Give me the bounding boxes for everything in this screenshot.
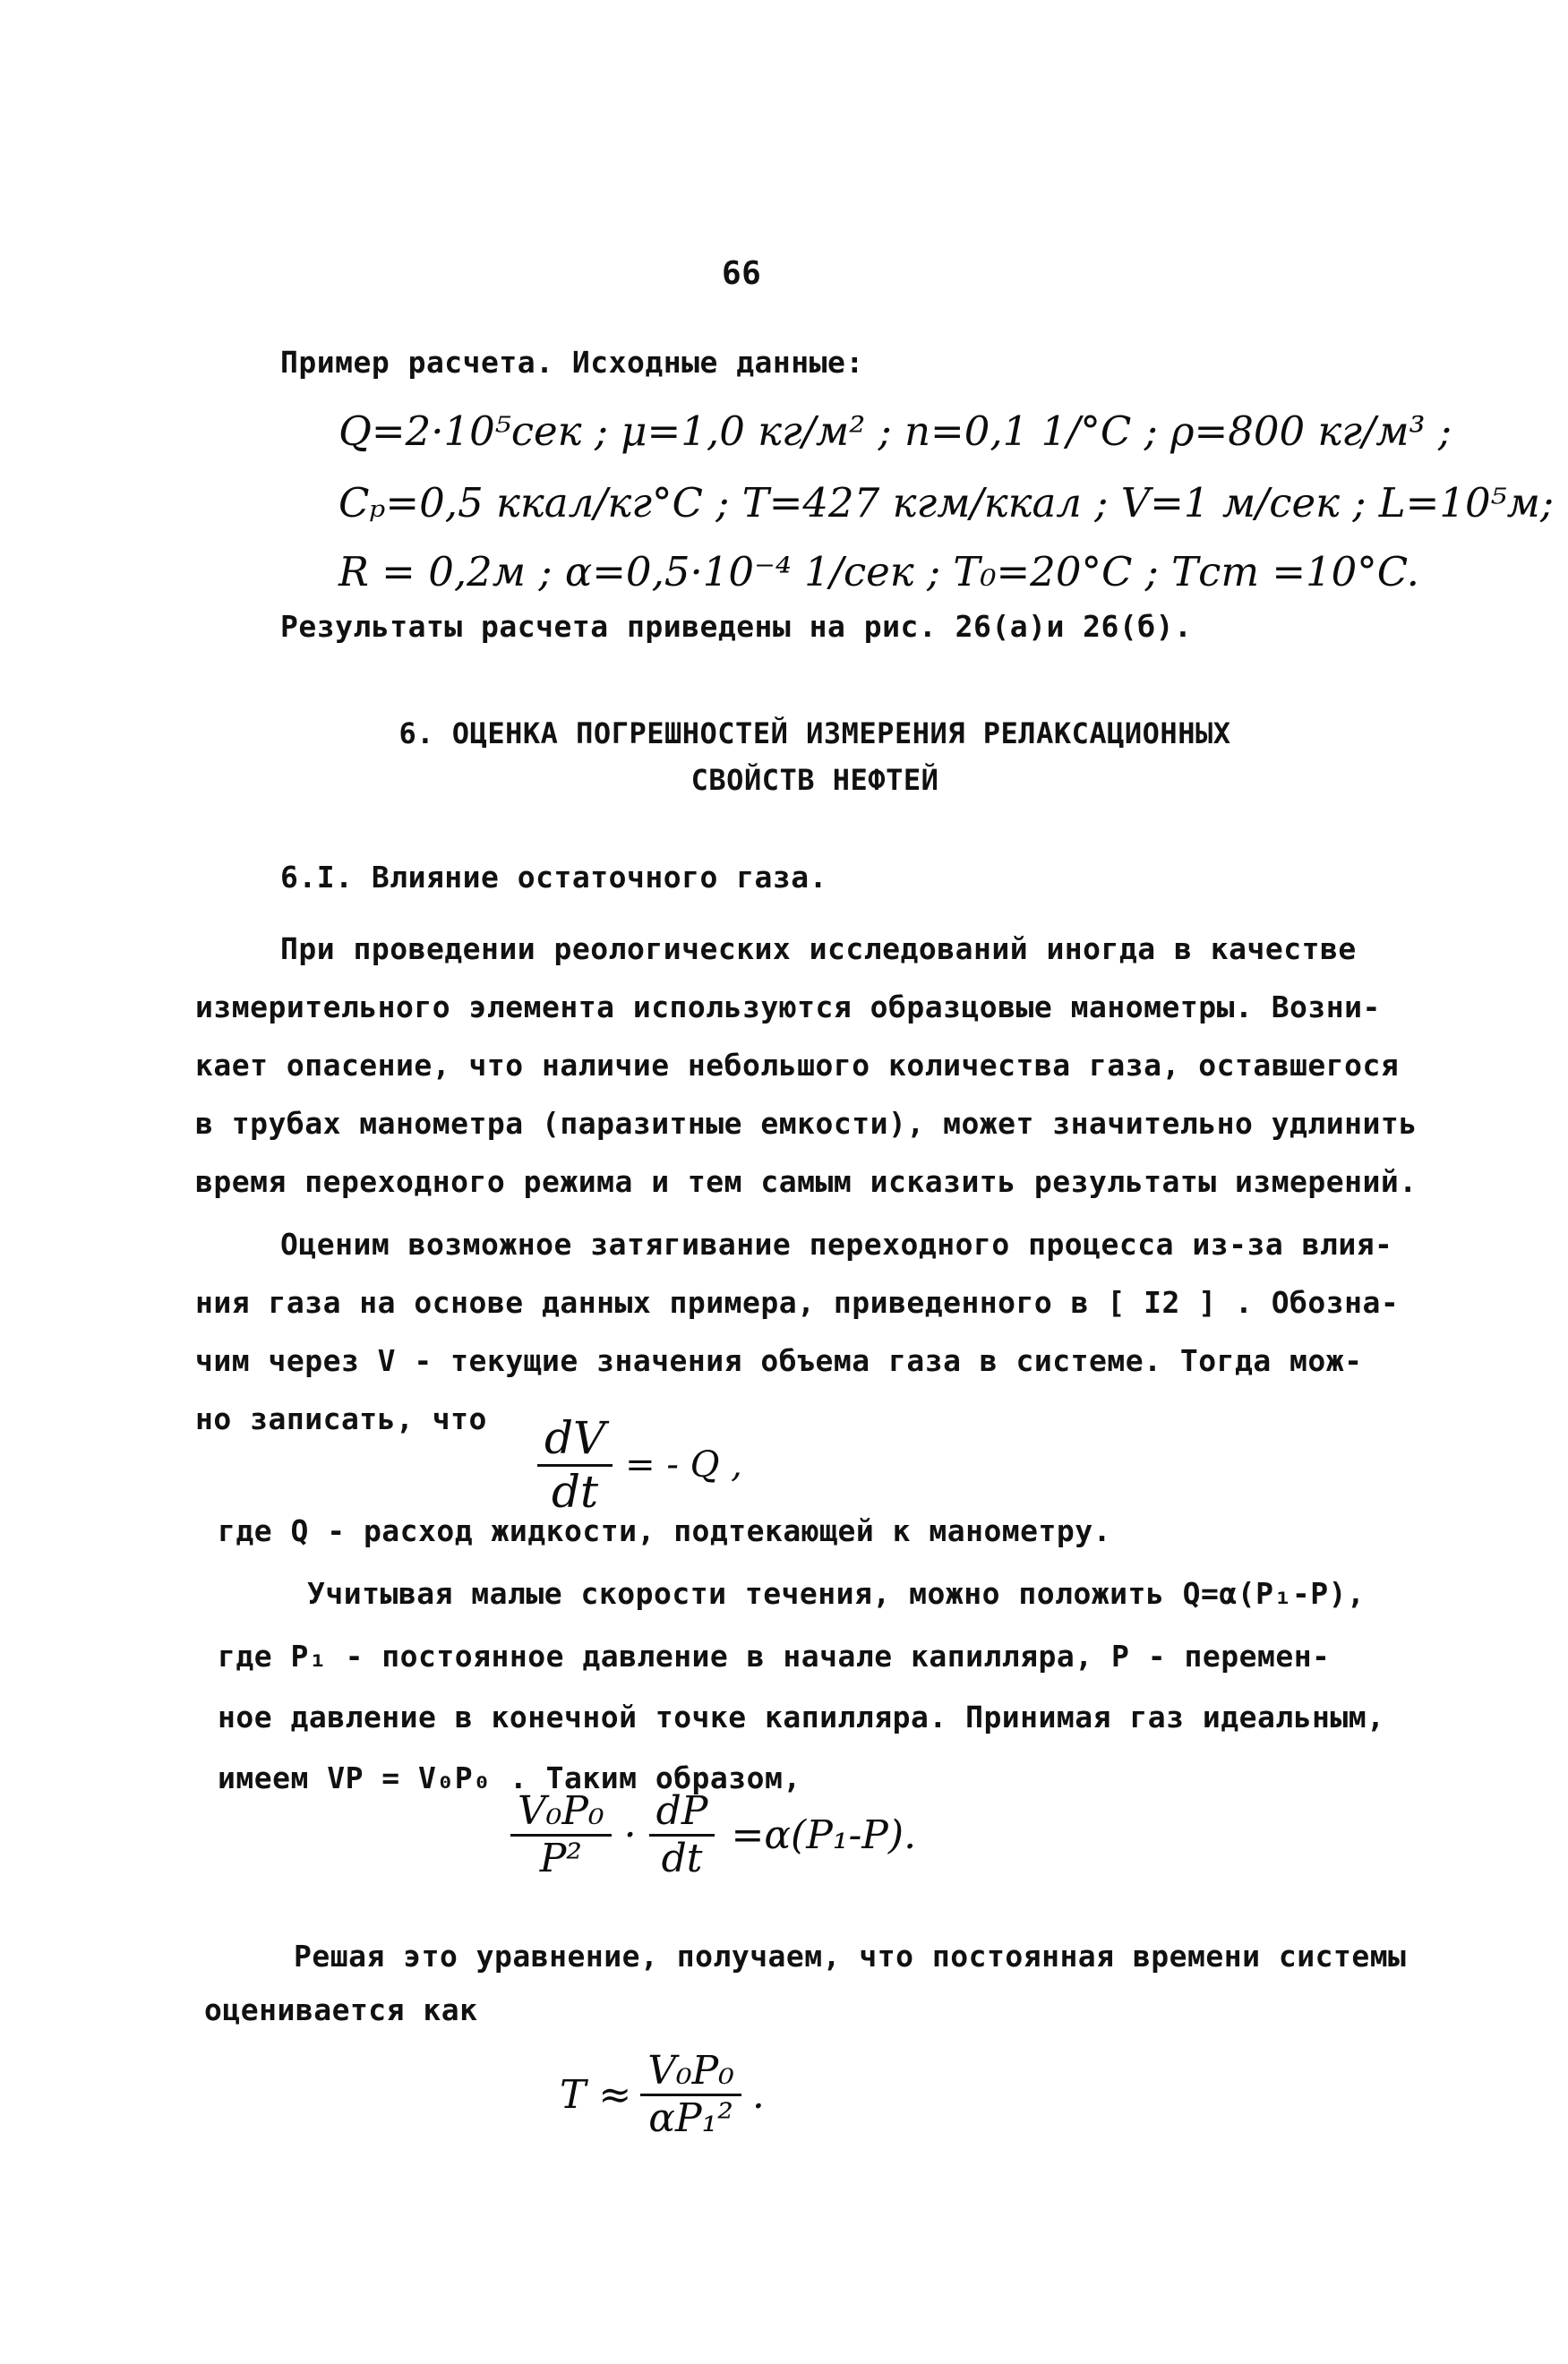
- formula-1-denominator: dt: [552, 1465, 599, 1518]
- paragraph-2-line-3: чим через V - текущие значения объема газа в системе. Тогда мож-: [195, 1343, 1363, 1378]
- input-data-line-2: Cₚ=0,5 ккал/кг°C ; T=427 кгм/ккал ; V=1 м/сек ; L=10⁵м;: [338, 479, 1555, 527]
- paragraph-4-line-1: Решая это уравнение, получаем, что постоянная времени системы: [294, 1939, 1407, 1974]
- subsection-heading: 6.I. Влияние остаточного газа.: [280, 860, 828, 895]
- section-heading-line-2: СВОЙСТВ НЕФТЕЙ: [690, 763, 939, 797]
- where-q-line: где Q - расход жидкости, подтекающей к манометру.: [218, 1513, 1112, 1548]
- paragraph-2-line-1: Оценим возможное затягивание переходного процесса из-за влия-: [280, 1227, 1393, 1262]
- formula-2-rhs: =α(P₁-P).: [731, 1812, 917, 1859]
- formula-dv-dt: [537, 1412, 742, 1518]
- input-data-line-1: Q=2·10⁵сек ; μ=1,0 кг/м² ; n=0,1 1/°C ; ρ=800 кг/м³ ;: [338, 407, 1452, 455]
- section-heading-line-1: 6. ОЦЕНКА ПОГРЕШНОСТЕЙ ИЗМЕРЕНИЯ РЕЛАКСАЦИОННЫХ: [398, 716, 1231, 750]
- paragraph-1-line-3: кает опасение, что наличие небольшого количества газа, оставшегося: [195, 1048, 1400, 1083]
- formula-time-constant: [560, 2048, 765, 2142]
- paragraph-4-line-2: оценивается как: [204, 1992, 478, 2027]
- paragraph-3-line-2: где P₁ - постоянное давление в начале капилляра, P - перемен-: [218, 1639, 1331, 1674]
- paragraph-1-line-5: время переходного режима и тем самым исказить результаты измерений.: [195, 1164, 1418, 1199]
- page-number: 66: [722, 255, 762, 292]
- formula-3-end: .: [751, 2072, 765, 2119]
- paragraph-2-line-4: но записать, что: [195, 1401, 487, 1436]
- formula-2-fraction-1-numerator: V₀P₀: [518, 1788, 604, 1834]
- paragraph-1-line-1: При проведении реологических исследований иногда в качестве: [280, 931, 1357, 966]
- formula-3-lhs: T ≈: [560, 2072, 632, 2119]
- formula-1-rhs: = - Q ,: [625, 1444, 742, 1486]
- example-intro: Пример расчета. Исходные данные:: [280, 345, 864, 380]
- input-data-line-3: R = 0,2м ; α=0,5·10⁻⁴ 1/сек ; T₀=20°C ; Tст =10°C.: [338, 548, 1419, 595]
- formula-2-multiply-dot: ·: [623, 1812, 637, 1859]
- formula-differential-equation: [510, 1788, 917, 1882]
- results-note: Результаты расчета приведены на рис. 26(а)и 26(б).: [280, 609, 1193, 644]
- formula-2-fraction-2-numerator: dP: [655, 1788, 708, 1834]
- formula-2-fraction-2: [649, 1788, 715, 1882]
- paragraph-3-line-1: Учитывая малые скорости течения, можно положить Q=α(P₁-P),: [307, 1576, 1366, 1611]
- formula-2-fraction-1-denominator: P²: [539, 1836, 582, 1882]
- formula-2-fraction-2-denominator: dt: [661, 1836, 703, 1882]
- paragraph-3-line-3: ное давление в конечной точке капилляра. Принимая газ идеальным,: [218, 1700, 1385, 1734]
- formula-2-fraction-1: [510, 1788, 612, 1882]
- paragraph-1-line-2: измерительного элемента используются образцовые манометры. Возни-: [195, 989, 1381, 1024]
- paragraph-1-line-4: в трубах манометра (паразитные емкости), может значительно удлинить: [195, 1106, 1418, 1141]
- formula-3-fraction: [640, 2048, 741, 2142]
- paragraph-3-line-4: имеем VP = V₀P₀ . Таким образом,: [218, 1760, 801, 1795]
- formula-1-numerator: dV: [544, 1412, 606, 1464]
- formula-1-fraction: [537, 1412, 613, 1518]
- formula-3-denominator: αP₁²: [648, 2095, 733, 2142]
- formula-3-numerator: V₀P₀: [647, 2048, 734, 2094]
- paragraph-2-line-2: ния газа на основе данных примера, приведенного в [ I2 ] . Обозна-: [195, 1285, 1400, 1320]
